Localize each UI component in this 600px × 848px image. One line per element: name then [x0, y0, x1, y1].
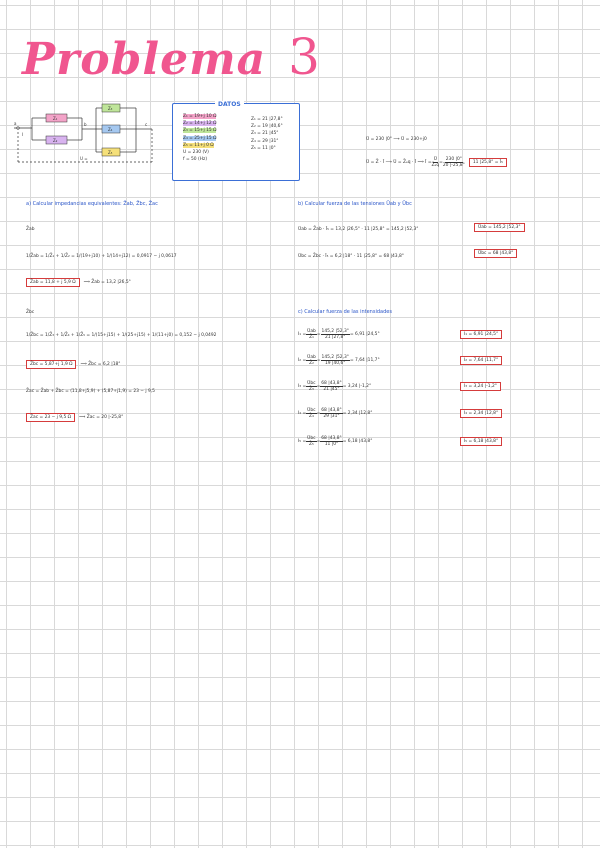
- current-lhs: I₂ =: [298, 358, 307, 363]
- current-row: [298, 329, 380, 340]
- zab-polar: ⟹ Z̄ab = 13,2 |26,5°: [83, 280, 131, 285]
- current-num-value: 68 |43,8°: [321, 408, 342, 413]
- current-eq: =: [316, 439, 321, 444]
- zab-equation: 1/Z̄ab = 1/Z̄₁ + 1/Z̄₂ = 1/(19+j10) + 1/(14+j12) = 0,0917 − j 0,0617: [26, 254, 177, 259]
- current-num-value: 145,2 |52,3°: [321, 329, 349, 334]
- current-num: Ūbc: [307, 381, 316, 386]
- ubc-result-box: Ūbc = 68 |43,8°: [474, 249, 517, 258]
- data-box: [172, 103, 300, 181]
- current-num: Ūab: [307, 355, 316, 360]
- current-num-value: 145,2 |52,3°: [321, 355, 349, 360]
- current-result: = 2,34 |12,8°: [342, 411, 373, 416]
- current-lhs: I₃ =: [298, 384, 307, 389]
- data-z2: Z₂ = 14+j 12 Ω: [183, 121, 217, 127]
- total-current-line: [366, 157, 507, 168]
- total-current-result-box: 11 |25,8° = Ī₅: [469, 158, 507, 167]
- zbc-polar: ⟹ Z̄bc = 6,2 |18°: [80, 362, 121, 367]
- zbc-equation: 1/Z̄bc = 1/Z̄₃ + 1/Z̄₄ + 1/Z̄₅ = 1/(15+j15) + 1/(25+j15) + 1/(11+j0) = 0,152 − j 0,0492: [26, 333, 217, 338]
- node-b-label: b: [84, 122, 87, 127]
- zab-result-line: [26, 278, 131, 287]
- current-result-box: I₁ = 6,91 |24,5°: [460, 330, 502, 339]
- data-z5-polar: Z₅ = 11 |0°: [251, 145, 276, 151]
- current-lhs: I₁ =: [298, 332, 307, 337]
- current-den-value: 21 |45°: [323, 387, 340, 392]
- current-row: [298, 355, 380, 366]
- current-label: I: [22, 132, 24, 137]
- node-a-label: a: [14, 121, 17, 126]
- circuit-diagram: [12, 100, 162, 166]
- z5-label: Z₅: [108, 150, 113, 155]
- data-voltage: U = 230 (V): [183, 150, 209, 156]
- zab-result-box: Z̄ab = 11,8 + j 5,9 Ω: [26, 278, 80, 287]
- current-den: Z̄₄: [308, 414, 314, 419]
- current-eq: =: [316, 384, 321, 389]
- z4-label: Z₄: [108, 127, 113, 132]
- current-num: Ūbc: [307, 436, 316, 441]
- title-word: Problema: [22, 34, 267, 85]
- current-den-value: 19 |40,6°: [325, 361, 346, 366]
- uab-result-box: Ūab = 145,2 |52,3°: [474, 223, 525, 232]
- data-z5: Z₅ = 11+j 0 Ω: [183, 142, 214, 148]
- current-result: = 6,91 |24,5°: [349, 332, 380, 337]
- z1-label: Z₁: [53, 116, 58, 121]
- total-current-fraction-values: [443, 157, 465, 168]
- zbc-result-box: Z̄bc = 5,87+j 1,9 Ω: [26, 360, 76, 369]
- z2-label: Z₂: [53, 138, 58, 143]
- voltage-label: U =: [80, 156, 88, 161]
- current-eq: =: [316, 358, 321, 363]
- z3-label: Z₃: [108, 106, 113, 111]
- fraction-numerator-value: 230 |0°: [445, 157, 462, 162]
- data-left-column: [183, 113, 216, 163]
- current-result: = 6,18 |43,8°: [342, 439, 373, 444]
- current-result-box: I₅ = 6,18 |43,8°: [460, 437, 502, 446]
- data-z2-polar: Z₂ = 19 |40,6°: [251, 124, 283, 130]
- current-lhs: I₅ =: [298, 439, 307, 444]
- zac-result-line: [26, 413, 123, 422]
- data-box-title: DATOS: [215, 101, 244, 108]
- current-den-value: 29 |31°: [323, 414, 340, 419]
- section-b-heading: b) Calcular fuerza de las tensiones Ūab y Ūbc: [298, 201, 412, 207]
- zbc-label: Z̄bc: [26, 310, 35, 315]
- current-result-box: I₃ = 3,24 |-1,2°: [460, 382, 501, 391]
- title-number: 3: [288, 28, 321, 86]
- data-z1-polar: Z₁ = 21 |27,8°: [251, 117, 283, 122]
- zac-result-box: Z̄ac = 23 − j 9,5 Ω: [26, 413, 75, 422]
- data-z3-polar: Z₃ = 21 |45°: [251, 131, 279, 137]
- current-row: [298, 408, 372, 419]
- page-title: [22, 28, 321, 86]
- uab-equation: Ūab = Z̄ab · Ī₅ = 13,2 |26,5° · 11 |25,8° = 145,2 |52,3°: [298, 227, 419, 232]
- current-den: Z̄₅: [308, 442, 314, 447]
- zab-label: Z̄ab: [26, 227, 35, 232]
- data-z3: Z₃ = 15+j 15 Ω: [183, 128, 217, 134]
- total-current-fraction: [432, 157, 440, 168]
- data-frequency: f = 50 (Hz): [183, 157, 208, 163]
- current-den: Z̄₂: [309, 361, 314, 366]
- fraction-denominator: Z̄ₑq: [431, 163, 440, 168]
- current-num: Ūab: [307, 329, 316, 334]
- current-num-value: 68 |43,8°: [321, 436, 342, 441]
- data-right-column: [251, 116, 283, 152]
- current-den: Z̄₃: [308, 387, 314, 392]
- node-c-label: c: [145, 122, 148, 127]
- zac-equation: Z̄ac = Z̄ab + Z̄bc = (11,8+j5,9) + (5,87+j1,9) = 23 − j 9,5: [26, 389, 155, 394]
- current-den: Z̄₁: [309, 335, 314, 340]
- current-row: [298, 436, 372, 447]
- current-num: Ūbc: [307, 408, 316, 413]
- current-num-value: 68 |43,8°: [321, 381, 342, 386]
- zac-polar: ⟹ Z̄ac = 20 |-25,8°: [79, 415, 124, 420]
- current-den-value: 21 |27,8°: [325, 335, 346, 340]
- current-result-box: I₄ = 2,34 |12,8°: [460, 409, 502, 418]
- current-result: = 7,64 |11,7°: [349, 358, 380, 363]
- zbc-result-line: [26, 360, 121, 369]
- fraction-numerator: Ū: [433, 157, 437, 162]
- current-result: = 3,24 |-1,2°: [342, 384, 372, 389]
- current-eq: =: [316, 332, 321, 337]
- data-z4-polar: Z₄ = 29 |31°: [251, 138, 279, 144]
- current-result-box: I₂ = 7,64 |11,7°: [460, 356, 502, 365]
- fraction-denominator-value: 20 |-25,8°: [442, 163, 465, 168]
- ubc-equation: Ūbc = Z̄bc · Ī₅ = 6,2 |18° · 11 |25,8° = 68 |43,8°: [298, 254, 404, 259]
- current-lhs: I₄ =: [298, 411, 307, 416]
- current-row: [298, 381, 371, 392]
- equals-sign: =: [439, 160, 443, 165]
- voltage-phasor-line: Ū = 230 |0° ⟶ Ū = 230+j0: [366, 137, 427, 142]
- current-eq: =: [316, 411, 321, 416]
- data-z1: Z₁ = 19+j 10 Ω: [183, 114, 217, 119]
- data-z4: Z₄ = 25+j 15 Ω: [183, 135, 217, 141]
- current-den-value: 11 |0°: [324, 442, 339, 447]
- section-c-heading: c) Calcular fuerza de las intensidades: [298, 309, 392, 315]
- total-current-pre: Ū = Z̄ · Ī ⟶ Ū = Z̄ₑq · Ī ⟹ Ī =: [366, 160, 432, 165]
- section-a-heading: a) Calcular impedancias equivalentes: Z̄ab, Z̄bc, Z̄ac: [26, 201, 158, 207]
